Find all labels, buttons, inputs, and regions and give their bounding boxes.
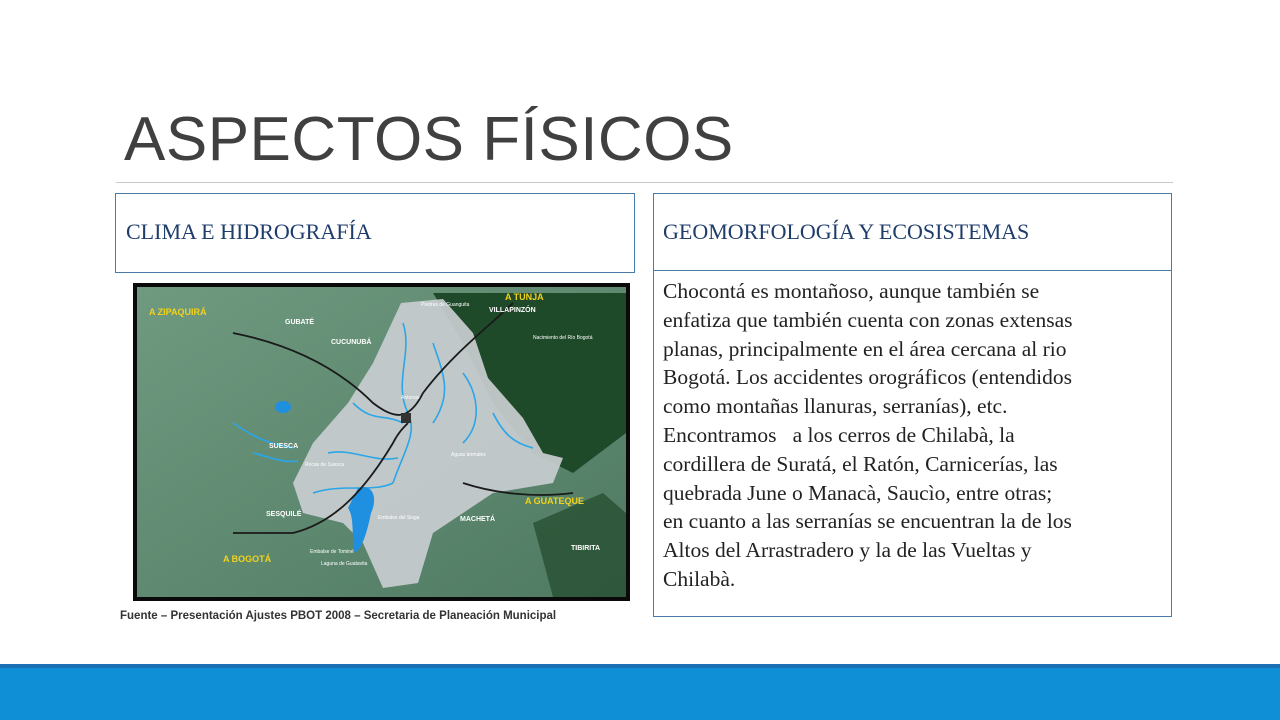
body-line: Chilabà. — [663, 566, 736, 591]
map-label: Piedras de Guanguita — [421, 302, 470, 308]
body-line: planas, principalmente en el área cercana al rio — [663, 336, 1067, 361]
map-label: A TUNJA — [505, 292, 544, 302]
title-divider — [116, 182, 1173, 183]
body-line: en cuanto a las serranías se encuentran la de los — [663, 509, 1072, 534]
body-line: enfatiza que también cuenta con zonas extensas — [663, 307, 1073, 332]
map-label: Aguas termales — [451, 452, 486, 458]
bottom-accent-line — [0, 664, 1280, 668]
map-label: SUESCA — [269, 443, 299, 450]
right-body-text — [663, 277, 1173, 594]
body-line: Bogotá. Los accidentes orográficos (entendidos — [663, 365, 1072, 390]
slide-title: ASPECTOS FÍSICOS — [124, 105, 734, 174]
body-line: Chocontá es montañoso, aunque también se — [663, 279, 1040, 303]
map-label: CUCUNUBÁ — [331, 339, 372, 346]
map-label: Laguna de Guatavita — [321, 561, 368, 567]
right-header: GEOMORFOLOGÍA Y ECOSISTEMAS — [663, 219, 1030, 244]
map-label: A ZIPAQUIRÁ — [149, 307, 207, 317]
map-label: Nacimiento del Río Bogotá — [533, 335, 593, 341]
body-line: como montañas llanuras, serranías), etc. — [663, 394, 1008, 419]
map-label: A GUATEQUE — [525, 496, 585, 506]
lake — [275, 401, 291, 413]
body-line: quebrada June o Manacà, Saucìo, entre otras; — [663, 480, 1053, 505]
map-label: Rocas de Suesca — [305, 462, 345, 468]
map-label: A BOGOTÁ — [223, 554, 272, 564]
left-header: CLIMA E HIDROGRAFÍA — [126, 219, 372, 244]
map-label: Embalse de Tominé — [310, 549, 354, 555]
map-label: Antenas — [401, 395, 420, 401]
map-label: VILLAPINZÓN — [489, 307, 536, 314]
map-image — [133, 283, 630, 601]
map-illustration — [133, 283, 630, 601]
map-label: GUBATÉ — [285, 319, 315, 326]
map-label: SESQUILÉ — [266, 511, 302, 518]
map-label: Embalse del Sisga — [378, 515, 420, 521]
map-label: TIBIRITA — [571, 545, 601, 552]
map-caption: Fuente – Presentación Ajustes PBOT 2008 – Secretaria de Planeación Municipal — [120, 610, 557, 622]
body-line: cordillera de Suratá, el Ratón, Carnicerías, las — [663, 451, 1058, 476]
bottom-accent-bar — [0, 664, 1280, 720]
map-label: MACHETÁ — [460, 516, 495, 523]
body-line: Altos del Arrastradero y la de las Vueltas y — [663, 538, 1032, 563]
body-line: Encontramos a los cerros de Chilabà, la — [663, 422, 1015, 447]
town-choconta-marker — [401, 413, 411, 423]
